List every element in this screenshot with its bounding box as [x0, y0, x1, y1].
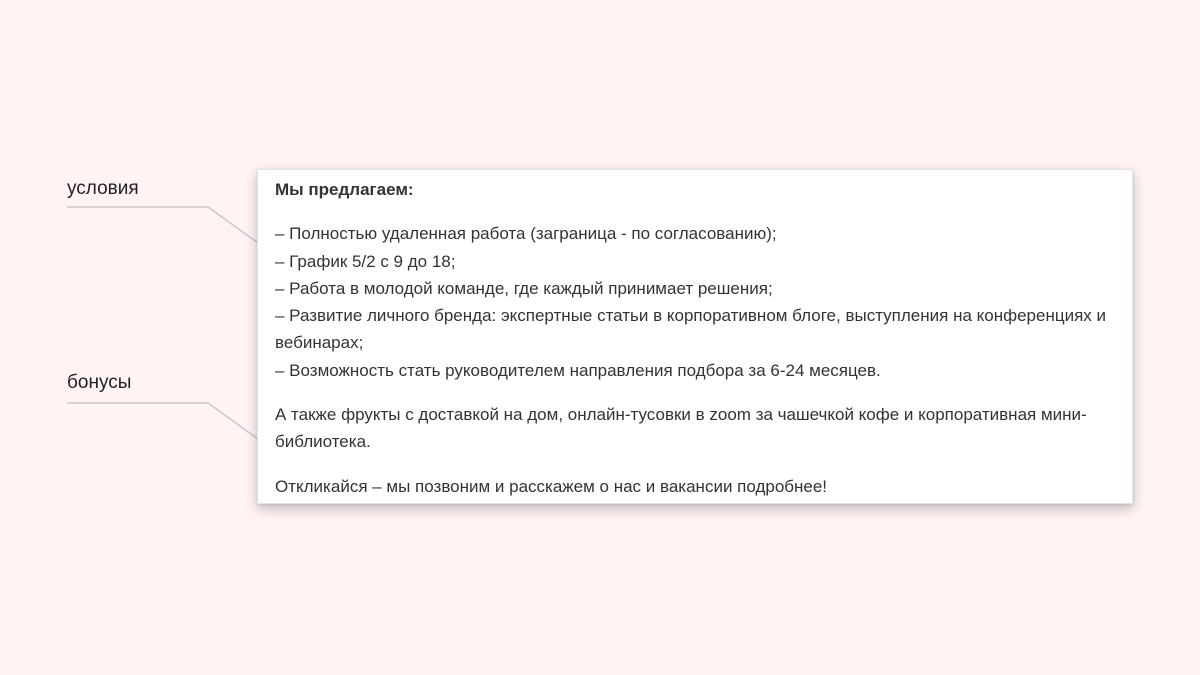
list-item: – График 5/2 с 9 до 18; [275, 251, 456, 271]
annotation-label-bonuses: бонусы [67, 372, 132, 393]
offer-bonuses-paragraph: А также фрукты с доставкой на дом, онлайн-тусовки в zoom за чашечкой кофе и корпоративная мини-библиотека. [275, 405, 1087, 452]
list-item: – Возможность стать руководителем направления подбора за 6-24 месяцев. [275, 360, 881, 380]
annotation-label-conditions: условия [67, 178, 139, 199]
leader-line-conditions [67, 207, 258, 243]
offer-closing-paragraph: Откликайся – мы позвоним и расскажем о нас и вакансии подробнее! [275, 476, 828, 496]
offer-conditions-list [275, 220, 1114, 384]
list-item: – Полностью удаленная работа (заграница - по согласованию); [275, 224, 777, 244]
leader-line-bonuses [67, 403, 258, 439]
list-item: – Развитие личного бренда: экспертные статьи в корпоративном блоге, выступления на конференциях и вебинарах; [275, 306, 1106, 353]
vacancy-offer-card [257, 169, 1133, 504]
offer-heading: Мы предлагаем: [275, 180, 414, 199]
list-item: – Работа в молодой команде, где каждый принимает решения; [275, 278, 773, 298]
